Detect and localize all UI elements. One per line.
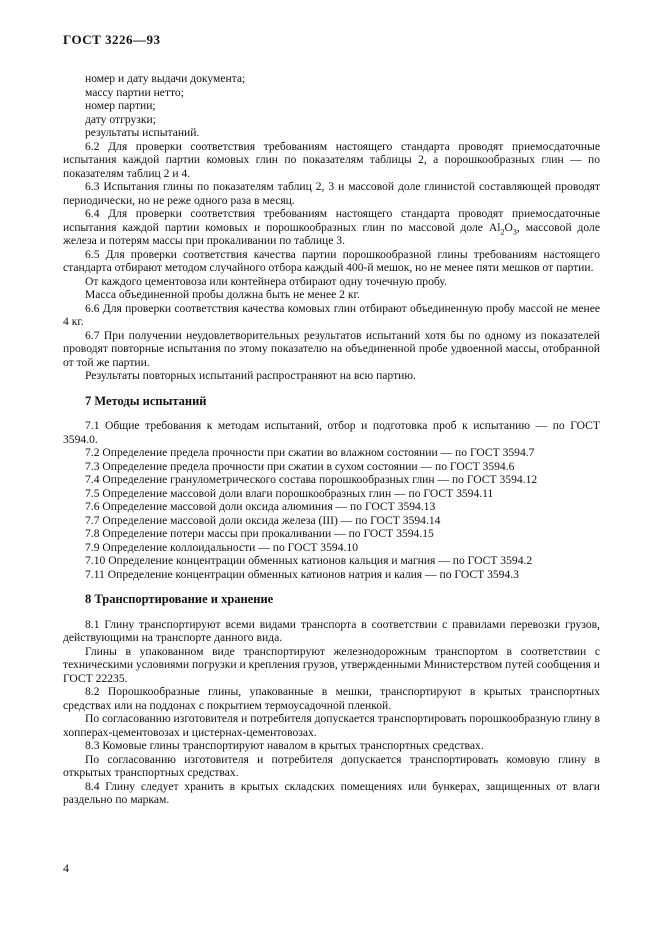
list-item-1: номер и дату выдачи документа; xyxy=(85,72,246,85)
list-item-2: массу партии нетто; xyxy=(85,85,184,99)
clause-7-8: 7.8 Определение потери массы при прокаливании — по ГОСТ 3594.15 xyxy=(85,527,434,540)
clause-7-11: 7.11 Определение концентрации обменных катионов натрия и калия — по ГОСТ 3594.3 xyxy=(85,567,519,581)
clause-8-1: 8.1 Глину транспортируют всеми видами транспорта в соответствии с правилами перевозки грузов, действующими на транспорте данного вида. xyxy=(63,617,600,644)
clause-6-4 xyxy=(63,207,600,248)
subscript: 2 xyxy=(500,226,505,236)
clause-8-4: 8.4 Глину следует хранить в крытых складских помещениях или бункерах, защищенных от влаги раздельно по маркам. xyxy=(63,779,600,806)
list-item-5: результаты испытаний. xyxy=(85,126,200,139)
clause-8-1-note: Глины в упакованном виде транспортируют железнодорожным транспортом в соответствии с техническими условиями погрузки и крепления грузов, утвержденными Министерством путей сообщения и ГОСТ 22235. xyxy=(63,644,600,685)
clause-6-7-note: Результаты повторных испытаний распространяют на всю партию. xyxy=(85,369,416,382)
clause-8-2: 8.2 Порошкообразные глины, упакованные в мешки, транспортируют в крытых транспортных средствах или на поддонах с покрытием термоусадочной пленкой. xyxy=(63,685,600,712)
clause-8-3: 8.3 Комовые глины транспортируют навалом в крытых транспортных средствах. xyxy=(85,739,484,752)
clause-8-2-note: По согласованию изготовителя и потребителя допускается транспортировать порошкообразную глину в хопперах-цементовозах и цистернах-цементовозах. xyxy=(63,712,600,739)
section-8-heading: 8 Транспортирование и хранение xyxy=(85,592,274,606)
clause-7-5: 7.5 Определение массовой доли влаги порошкообразных глин — по ГОСТ 3594.11 xyxy=(85,486,494,500)
clause-7-3: 7.3 Определение предела прочности при сжатии в сухом состоянии — по ГОСТ 3594.6 xyxy=(85,459,515,473)
formula-text: O xyxy=(504,220,513,234)
clause-6-5: 6.5 Для проверки соответствия качества партии порошкообразной глины требованиям настоящего стандарта отбирают методом случайного отбора каждый 400-й мешок, но не менее пяти мешков от партии. xyxy=(63,247,600,274)
clause-7-4: 7.4 Определение гранулометрического состава порошкообразных глин — по ГОСТ 3594.12 xyxy=(85,473,538,486)
clause-6-5-note-2: Масса объединенной пробы должна быть не менее 2 кг. xyxy=(85,288,360,301)
document-body xyxy=(63,72,600,807)
clause-6-5-note-1: От каждого цементовоза или контейнера отбирают одну точечную пробу. xyxy=(85,274,447,288)
list-item-4: дату отгрузки; xyxy=(85,112,156,126)
clause-7-7: 7.7 Определение массовой доли оксида железа (III) — по ГОСТ 3594.14 xyxy=(85,513,441,527)
clause-6-6: 6.6 Для проверки соответствия качества комовых глин отбирают объединенную пробу массой не менее 4 кг. xyxy=(63,301,600,328)
page-number: 4 xyxy=(63,861,69,875)
clause-7-9: 7.9 Определение коллоидальности — по ГОСТ 3594.10 xyxy=(85,540,358,554)
list-item-3: номер партии; xyxy=(85,99,156,112)
clause-6-3: 6.3 Испытания глины по показателям таблиц 2, 3 и массовой доле глинистой составляющей проводят периодически, но не реже одного раза в месяц. xyxy=(63,180,600,207)
clause-6-4-text: 6.4 Для проверки соответствия требованиям настоящего стандарта проводят приемосдаточные испытания каждой партии комовых и порошкообразных глин по массовой доле Al xyxy=(63,207,600,234)
clause-6-4-text-tail: , массовой доле железа и потерям массы при прокаливании по таблице 3. xyxy=(63,220,600,247)
clause-6-2: 6.2 Для проверки соответствия требованиям настоящего стандарта проводят приемосдаточные испытания каждой партии комовых глин по показателям таблицы 2, а порошкообразных глин — по показателям таблиц 2 и 4. xyxy=(63,139,600,180)
clause-7-10: 7.10 Определение концентрации обменных катионов кальция и магния — по ГОСТ 3594.2 xyxy=(85,554,533,567)
subscript: 3 xyxy=(512,226,517,236)
section-7-heading: 7 Методы испытаний xyxy=(85,393,207,408)
document-header: ГОСТ 3226—93 xyxy=(63,32,161,47)
clause-8-3-note: По согласованию изготовителя и потребителя допускается транспортировать комовую глину в открытых транспортных средствах. xyxy=(63,752,600,779)
clause-7-6: 7.6 Определение массовой доли оксида алюминия — по ГОСТ 3594.13 xyxy=(85,500,436,513)
clause-7-2: 7.2 Определение предела прочности при сжатии во влажном состоянии — по ГОСТ 3594.7 xyxy=(85,446,535,459)
clause-7-1: 7.1 Общие требования к методам испытаний, отбор и подготовка проб к испытанию — по ГОСТ 3594.0. xyxy=(63,419,600,446)
clause-6-7: 6.7 При получении неудовлетворительных результатов испытаний хотя бы по одному из показателей проводят повторные испытания по этому показателю на объединенной пробе удвоенной массы, отобранной от той же партии. xyxy=(63,328,600,369)
